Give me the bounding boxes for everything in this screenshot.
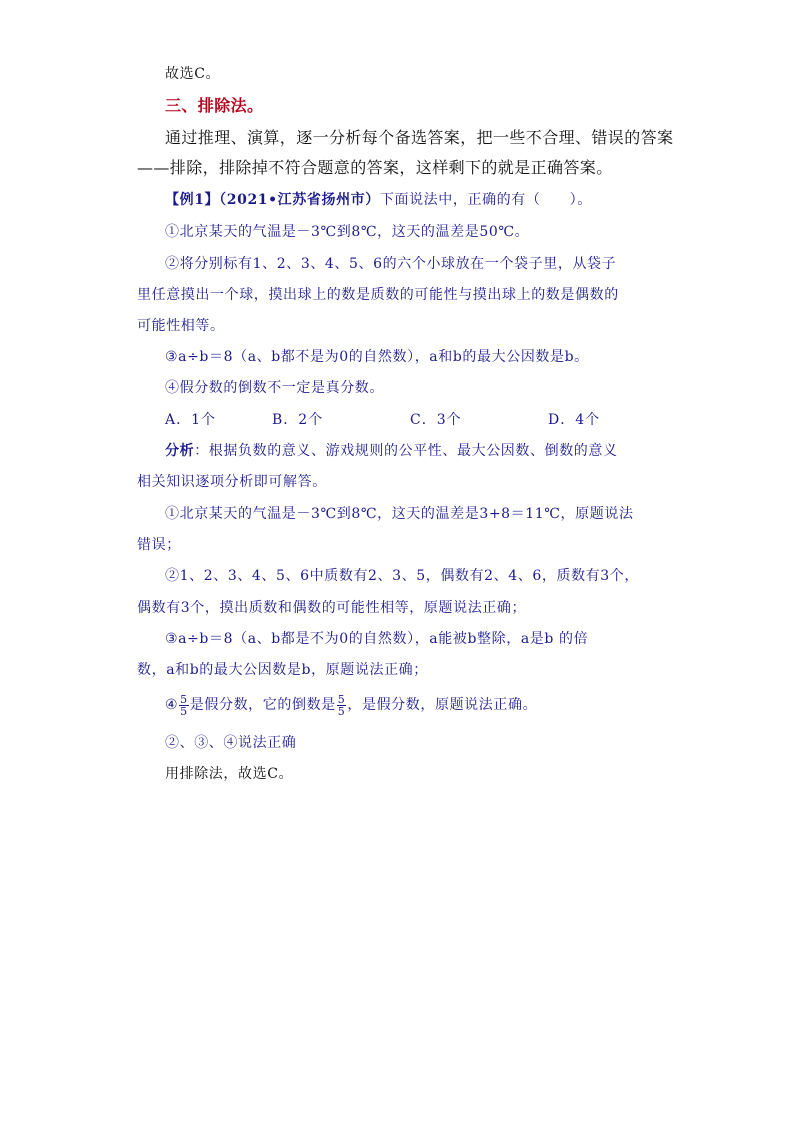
answer-line-1: 故选C。 [165, 66, 221, 82]
solution-2-line-2: 偶数有3个，摸出质数和偶数的可能性相等，原题说法正确； [137, 600, 527, 616]
section-heading-exclusion-method: 三、排除法。 [165, 96, 264, 115]
statement-2-line-1: ②将分别标有1、2、3、4、5、6的六个小球放在一个袋子里，从袋子 [165, 256, 617, 272]
analysis-label: 分析 [165, 443, 195, 459]
solution-1-line-2: 错误； [137, 537, 181, 553]
statement-4: ④假分数的倒数不一定是真分数。 [165, 380, 384, 396]
example-1-question [165, 190, 592, 210]
option-d: D．4个 [548, 412, 601, 428]
method-description-line-1: 通过推理、演算，逐一分析每个备选答案，把一些不合理、错误的答案 [165, 128, 674, 147]
option-b: B．2个 [272, 412, 324, 428]
statement-3: ③a÷b＝8（a、b都不是为0的自然数），a和b的最大公因数是b。 [165, 349, 589, 365]
statement-2-line-2: 里任意摸出一个球，摸出球上的数是质数的可能性与摸出球上的数是偶数的 [137, 287, 619, 303]
statement-2-line-3: 可能性相等。 [137, 318, 225, 334]
example-tag: 【例1】 [165, 192, 220, 208]
fraction-denominator: 5 [180, 704, 188, 718]
solution-3-line-1: ③a÷b＝8（a、b都是不为0的自然数），a能被b整除，a是b 的倍 [165, 631, 589, 647]
analysis-text: ：根据负数的意义、游戏规则的公平性、最大公因数、倒数的意义 [194, 443, 618, 459]
example-source: （2021•江苏省扬州市） [219, 192, 380, 208]
solution-3-line-2: 数，a和b的最大公因数是b，原题说法正确； [137, 662, 428, 678]
fraction-denominator-2: 5 [337, 704, 346, 718]
example-question-text: 下面说法中，正确的有（ ）。 [379, 192, 592, 208]
solution-2-line-1: ②1、2、3、4、5、6中质数有2、3、5，偶数有2、4、6，质数有3个， [165, 568, 639, 584]
statement-1: ①北京某天的气温是－3℃到8℃，这天的温差是50℃。 [165, 224, 530, 240]
final-answer: 用排除法，故选C。 [165, 766, 294, 782]
fraction-reciprocal [337, 694, 347, 717]
conclusion-correct-statements: ②、③、④说法正确 [165, 735, 297, 751]
analysis-line-1 [165, 441, 618, 461]
solution-4-end-text: ，是假分数，原题说法正确。 [347, 697, 538, 713]
fraction-numerator-2: 5 [337, 692, 346, 706]
option-c: C．3个 [410, 412, 462, 428]
solution-4 [165, 692, 537, 718]
solution-1-line-1: ①北京某天的气温是－3℃到8℃，这天的温差是3+8＝11℃，原题说法 [165, 506, 634, 522]
solution-4-middle-text: 是假分数，它的倒数是 [189, 697, 336, 713]
analysis-line-2: 相关知识逐项分析即可解答。 [137, 474, 327, 490]
solution-4-marker: ④ [165, 697, 179, 713]
method-description-line-2: ——排除，排除掉不符合题意的答案，这样剩下的就是正确答案。 [137, 158, 613, 177]
option-a: A．1个 [165, 412, 217, 428]
fraction-five-fifths [179, 694, 189, 717]
fraction-numerator: 5 [180, 692, 188, 706]
